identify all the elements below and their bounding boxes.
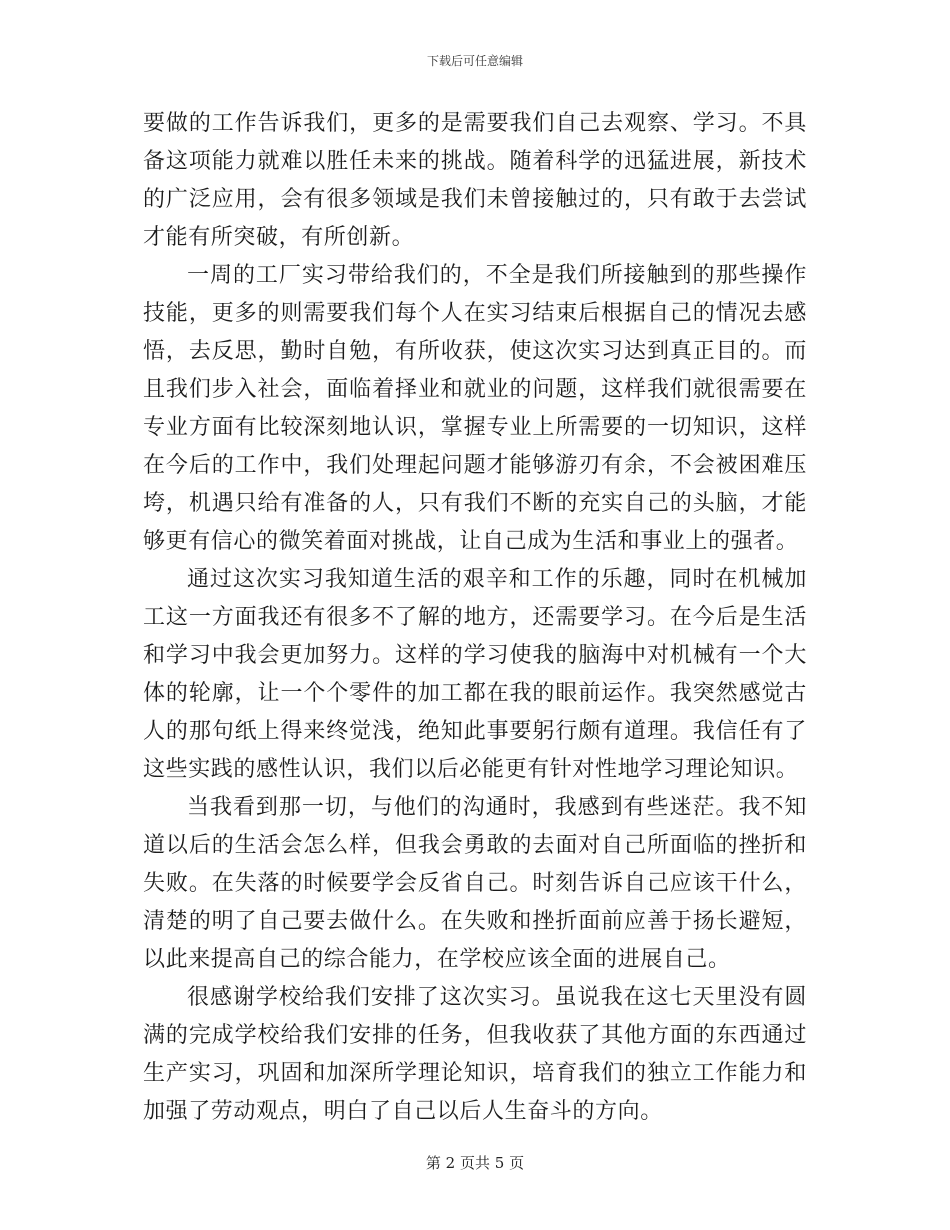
paragraph-5: 很感谢学校给我们安排了这次实习。虽说我在这七天里没有圆满的完成学校给我们安排的任务，但我收获了其他方面的东西通过生产实习，巩固和加深所学理论知识，培育我们的独立工作能力和加强了劳动观点，明白了自己以后人生奋斗的方向。 <box>143 985 807 1124</box>
paragraph-2: 一周的工厂实习带给我们的，不全是我们所接触到的那些操作技能，更多的则需要我们每个人在实习结束后根据自己的情况去感悟，去反思，勤时自勉，有所收获，使这次实习达到真正目的。而且我们步入社会，面临着择业和就业的问题，这样我们就很需要在专业方面有比较深刻地认识，掌握专业上所需要的一切知识，这样在今后的工作中，我们处理起问题才能够游刃有余，不会被困难压垮，机遇只给有准备的人，只有我们不断的充实自己的头脑，才能够更有信心的微笑着面对挑战，让自己成为生活和事业上的强者。 <box>143 263 807 554</box>
paragraph-4: 当我看到那一切，与他们的沟通时，我感到有些迷茫。我不知道以后的生活会怎么样，但我会勇敢的去面对自己所面临的挫折和失败。在失落的时候要学会反省自己。时刻告诉自己应该干什么，清楚的明了自己要去做什么。在失败和挫折面前应善于扬长避短，以此来提高自己的综合能力，在学校应该全面的进展自己。 <box>143 795 807 972</box>
page-number: 第 2 页共 5 页 <box>425 1154 525 1172</box>
paragraph-1: 要做的工作告诉我们，更多的是需要我们自己去观察、学习。不具备这项能力就难以胜任未来的挑战。随着科学的迅猛进展，新技术的广泛应用，会有很多领域是我们未曾接触过的，只有敢于去尝试才能有所突破，有所创新。 <box>143 111 807 250</box>
page-header: 下载后可任意编辑 <box>426 54 523 68</box>
document-body <box>143 105 807 1131</box>
paragraph-3: 通过这次实习我知道生活的艰辛和工作的乐趣，同时在机械加工这一方面我还有很多不了解的地方，还需要学习。在今后是生活和学习中我会更加努力。这样的学习使我的脑海中对机械有一个大体的轮廓，让一个个零件的加工都在我的眼前运作。我突然感觉古人的那句纸上得来终觉浅，绝知此事要躬行颇有道理。我信任有了这些实践的感性认识，我们以后必能更有针对性地学习理论知识。 <box>143 567 807 782</box>
